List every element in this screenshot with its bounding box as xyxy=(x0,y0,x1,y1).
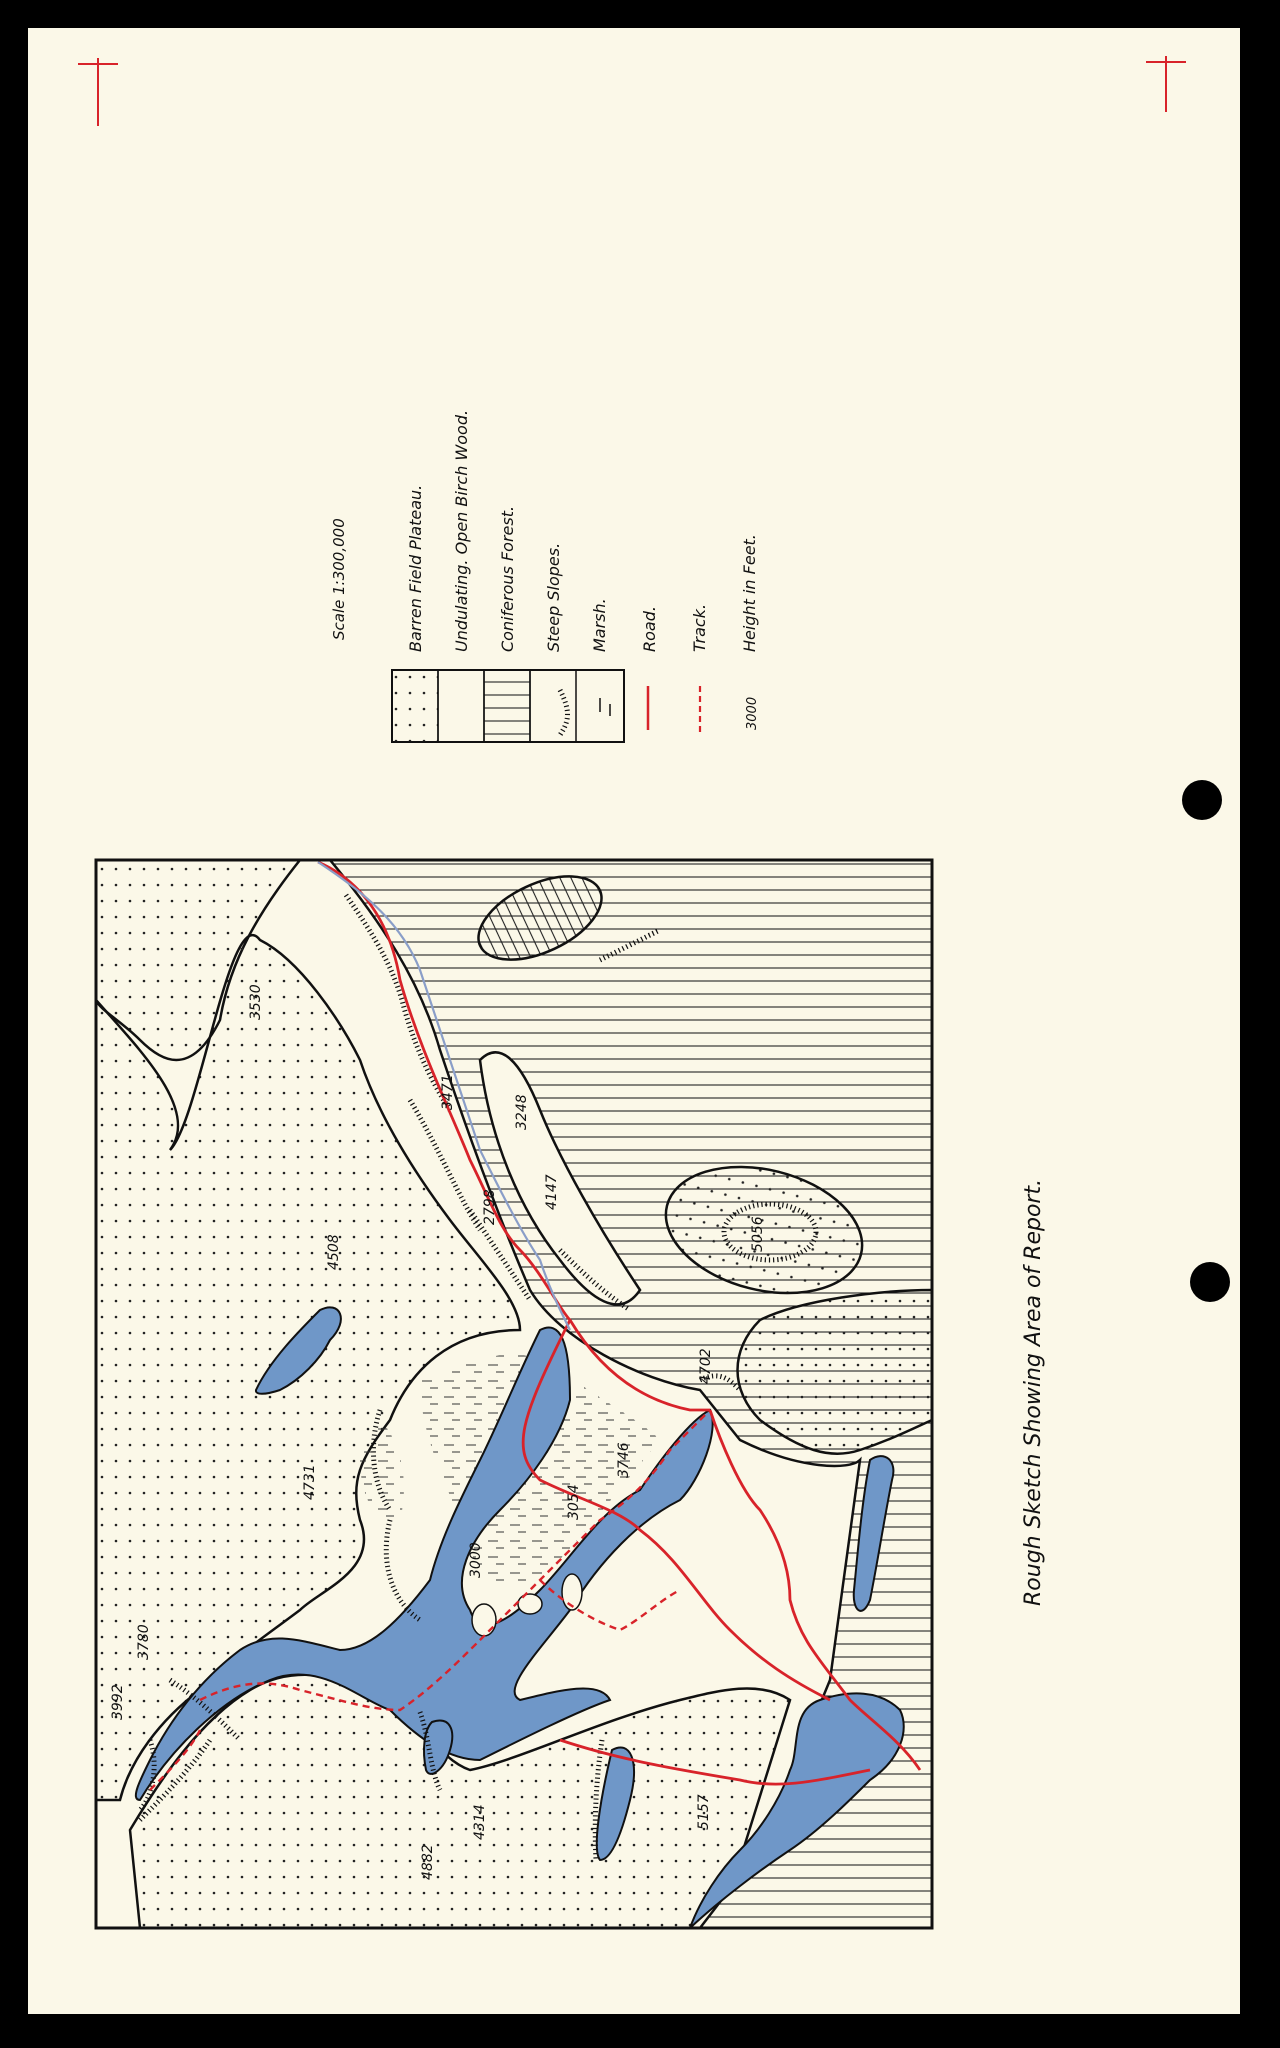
height-label: 5056 xyxy=(750,1216,766,1252)
legend-label-barren: Barren Field Plateau. xyxy=(406,484,425,652)
height-label: 3992 xyxy=(110,1684,126,1720)
height-label: 4147 xyxy=(544,1174,560,1210)
height-label: 2798 xyxy=(482,1189,498,1225)
height-label: 3530 xyxy=(248,984,264,1020)
height-label: 4314 xyxy=(472,1804,488,1840)
legend-swatch-forest xyxy=(484,670,530,742)
binder-hole-top xyxy=(1182,780,1222,820)
legend-symbols xyxy=(392,670,700,742)
legend-label-road: Road. xyxy=(640,606,659,652)
lake-island-2 xyxy=(518,1594,542,1614)
height-label: 3780 xyxy=(136,1624,152,1660)
legend-label-birch: Undulating. Open Birch Wood. xyxy=(452,409,471,652)
sketch-map xyxy=(96,859,932,1928)
height-label: 4508 xyxy=(326,1234,342,1270)
legend xyxy=(330,410,760,742)
height-label: 5157 xyxy=(696,1794,712,1830)
legend-swatch-barren xyxy=(392,670,438,742)
height-label: 4731 xyxy=(302,1464,318,1500)
binder-hole-bottom xyxy=(1190,1262,1230,1302)
height-label: 3054 xyxy=(566,1484,582,1520)
legend-scale: Scale 1:300,000 xyxy=(330,518,348,640)
lake-island-1 xyxy=(472,1604,496,1636)
height-label: 3248 xyxy=(514,1094,530,1130)
legend-label-forest: Coniferous Forest. xyxy=(498,505,517,652)
legend-label-track: Track. xyxy=(690,603,709,652)
height-label: 3746 xyxy=(616,1442,632,1478)
legend-symbol-height: 3000 xyxy=(745,696,760,730)
height-label: 4702 xyxy=(698,1348,714,1384)
legend-label-marsh: Marsh. xyxy=(590,598,609,652)
height-label: 3471 xyxy=(440,1074,456,1110)
legend-label-slopes: Steep Slopes. xyxy=(544,542,563,652)
height-label: 4882 xyxy=(420,1844,436,1880)
height-label: 3000 xyxy=(468,1542,484,1578)
registration-mark-left xyxy=(78,58,118,126)
map-title: Rough Sketch Showing Area of Report. xyxy=(1021,1178,1046,1606)
legend-label-height: Height in Feet. xyxy=(740,534,759,652)
registration-mark-right xyxy=(1146,56,1186,112)
